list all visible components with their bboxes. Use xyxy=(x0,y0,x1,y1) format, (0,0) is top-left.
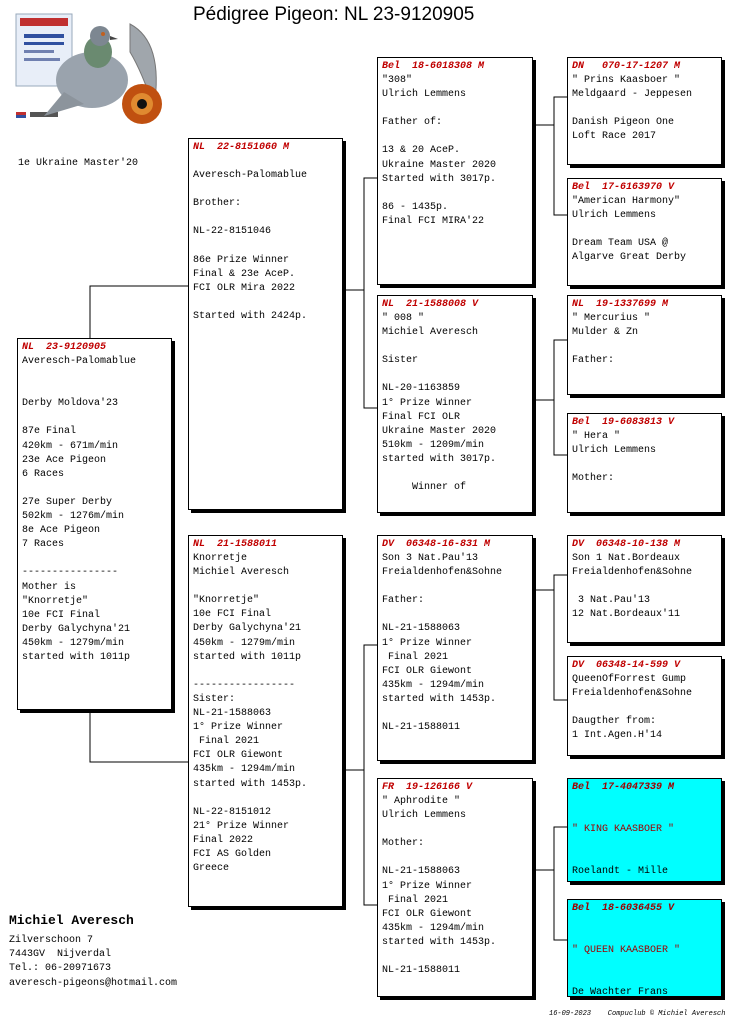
ring-number: Bel 19-6083813 V xyxy=(572,417,675,428)
footer-credit: 16-09-2023 Compuclub © Michiel Averesch xyxy=(549,1010,726,1018)
card-text: "American Harmony" Ulrich Lemmens Dream Team USA @ Algarve Great Derby xyxy=(572,196,687,264)
card-text: Averesch-Palomablue Brother: NL-22-8151046 86e Prize Winner Final & 23e AceP. FCI OLR Mira 2022 Started with 2424p. xyxy=(193,170,308,323)
pedigree-card-mmm xyxy=(567,899,722,997)
card-breeder: De Wachter Frans xyxy=(572,987,669,997)
card-text: Knorretje Michiel Averesch "Knorretje" 10e FCI Final Derby Galychyna'21 450km - 1279m/min started with 1011p ----------------- Sister: NL-21-1588063 1° Prize Winner Final 2021 FCI OLR Giewont 435km - 1294m/min started with 1453p. NL-22-8151012 21° Prize Winner Final 2022 FCI AS Golden Greece xyxy=(193,553,308,875)
ring-number: NL 19-1337699 M xyxy=(572,299,669,310)
owner-address-city: 7443GV Nijverdal xyxy=(9,949,112,961)
card-breeder: Roelandt - Mille xyxy=(572,866,669,878)
pedigree-card-fm xyxy=(377,295,533,513)
card-name: " KING KAASBOER " xyxy=(572,824,675,836)
owner-info xyxy=(9,912,177,991)
card-text: " Aphrodite " Ulrich Lemmens Mother: NL-21-1588063 1° Prize Winner Final 2021 FCI OLR Giewont 435km - 1294m/min started with 1453p. NL-21-1588011 xyxy=(382,796,497,977)
owner-name: Michiel Averesch xyxy=(9,913,134,928)
ring-number: NL 23-9120905 xyxy=(22,342,107,353)
card-text: Son 3 Nat.Pau'13 Freialdenhofen&Sohne Father: NL-21-1588063 1° Prize Winner Final 2021 FCI OLR Giewont 435km - 1294m/min started with 1453p. NL-21-1588011 xyxy=(382,553,503,734)
card-text: " Hera " Ulrich Lemmens Mother: xyxy=(572,431,657,485)
pedigree-card-fmf xyxy=(567,295,722,395)
ring-number: Bel 17-6163970 V xyxy=(572,182,675,193)
card-text: " Prins Kaasboer " Meldgaard - Jeppesen Danish Pigeon One Loft Race 2017 xyxy=(572,75,693,143)
card-text: QueenOfForrest Gump Freialdenhofen&Sohne Daugther from: 1 Int.Agen.H'14 xyxy=(572,674,693,742)
ring-number: FR 19-126166 V xyxy=(382,782,473,793)
ring-number: DN 070-17-1207 M xyxy=(572,61,681,72)
pedigree-card-ff xyxy=(377,57,533,285)
tagline: 1e Ukraine Master'20 xyxy=(18,158,139,169)
ring-number: DV 06348-16-831 M xyxy=(382,539,491,550)
ring-number: NL 22-8151060 M xyxy=(193,142,290,153)
pedigree-card-mother xyxy=(188,535,343,907)
card-text: " Mercurius " Mulder & Zn Father: xyxy=(572,313,651,367)
pedigree-card-fmm xyxy=(567,413,722,513)
ring-number: NL 21-1588011 xyxy=(193,539,278,550)
pedigree-card-mfm xyxy=(567,656,722,756)
pedigree-card-mm xyxy=(377,778,533,997)
page-title: Pédigree Pigeon: NL 23-9120905 xyxy=(193,4,475,25)
ring-number: Bel 18-6018308 M xyxy=(382,61,485,72)
ring-number: DV 06348-10-138 M xyxy=(572,539,681,550)
pedigree-card-ffm xyxy=(567,178,722,286)
card-text: Son 1 Nat.Bordeaux Freialdenhofen&Sohne 3 Nat.Pau'13 12 Nat.Bordeaux'11 xyxy=(572,553,693,621)
pedigree-card-mf xyxy=(377,535,533,761)
owner-email: averesch-pigeons@hotmail.com xyxy=(9,977,178,989)
ring-number: DV 06348-14-599 V xyxy=(572,660,681,671)
pedigree-card-mff xyxy=(567,535,722,643)
pedigree-card-fff xyxy=(567,57,722,165)
pedigree-card-father xyxy=(188,138,343,510)
ring-number: Bel 17-4047339 M xyxy=(572,782,675,793)
ring-number: Bel 18-6036455 V xyxy=(572,903,675,914)
owner-address-street: Zilverschoon 7 xyxy=(9,935,94,946)
pedigree-card-subject xyxy=(17,338,172,710)
pedigree-card-mmf xyxy=(567,778,722,882)
card-text: Averesch-Palomablue Derby Moldova'23 87e Final 420km - 671m/min 23e Ace Pigeon 6 Races 27e Super Derby 502km - 1276m/min 8e Ace Pigeon 7 Races ---------------- Mother is "Knorretje" 10e FCI Final Derby Galychyna'21 450km - 1279m/min started with 1011p xyxy=(22,356,137,663)
card-text: "308" Ulrich Lemmens Father of: 13 & 20 AceP. Ukraine Master 2020 Started with 3017p. 86 - 1435p. Final FCI MIRA'22 xyxy=(382,75,497,227)
owner-phone: Tel.: 06-20971673 xyxy=(9,963,112,975)
card-name: " QUEEN KAASBOER " xyxy=(572,945,681,957)
ring-number: NL 21-1588008 V xyxy=(382,299,479,310)
card-text: " 008 " Michiel Averesch Sister NL-20-1163859 1° Prize Winner Final FCI OLR Ukraine Master 2020 510km - 1209m/min started with 3017p. Winner of xyxy=(382,313,497,494)
